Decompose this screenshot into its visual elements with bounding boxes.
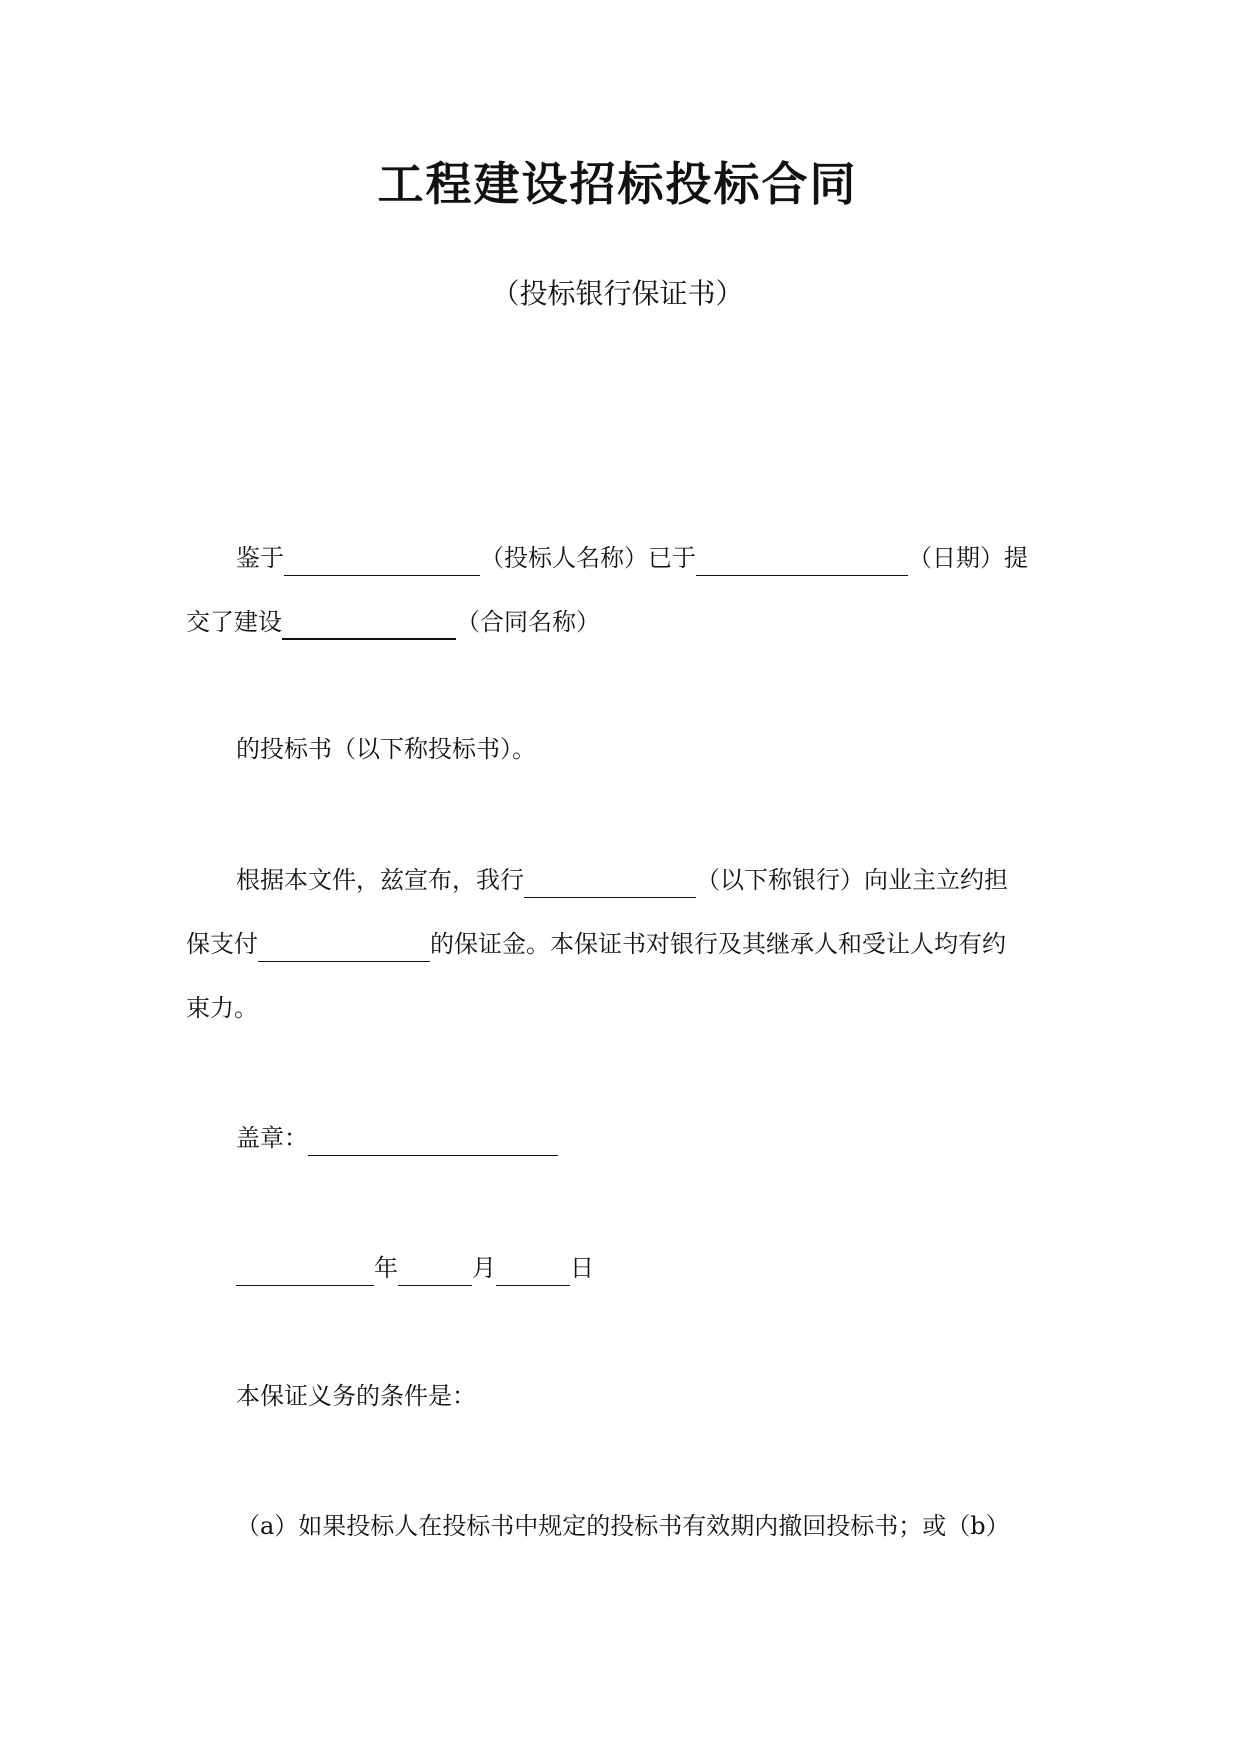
seal-blank[interactable] [308, 1127, 558, 1156]
condition-a: （a）如果投标人在投标书中规定的投标书有效期内撤回投标书；或（b） [236, 1512, 1010, 1540]
para3-line1 [236, 862, 1008, 898]
para2: 的投标书（以下称投标书）。 [236, 735, 536, 763]
document-subtitle: （投标银行保证书） [491, 277, 744, 310]
para1-prefix: 鉴于 [236, 544, 284, 572]
bidder-name-note: （投标人名称）已于 [480, 544, 696, 572]
date-line [236, 1250, 594, 1286]
submission-date-blank[interactable] [696, 547, 908, 576]
day-blank[interactable] [496, 1257, 570, 1286]
contract-name-blank[interactable] [282, 610, 456, 640]
para3-line2 [186, 926, 1006, 962]
para3-line3: 束力。 [186, 994, 258, 1022]
para1-line1 [236, 540, 1028, 576]
para1-line2 [186, 604, 600, 640]
para3-line2-suffix: 的保证金。本保证书对银行及其继承人和受让人均有约 [430, 930, 1006, 958]
para3-line2-prefix: 保支付 [186, 930, 258, 958]
day-label: 日 [570, 1254, 594, 1282]
year-blank[interactable] [236, 1257, 374, 1286]
seal-line [236, 1120, 558, 1156]
bidder-name-blank[interactable] [284, 547, 480, 576]
date-note: （日期）提 [908, 544, 1028, 572]
seal-label: 盖章： [236, 1124, 308, 1152]
month-blank[interactable] [398, 1257, 472, 1286]
bank-name-note: （以下称银行）向业主立约担 [696, 866, 1008, 894]
year-label: 年 [374, 1254, 398, 1282]
bank-name-blank[interactable] [524, 869, 696, 898]
document-title: 工程建设招标投标合同 [377, 157, 858, 211]
para1-line2-prefix: 交了建设 [186, 608, 282, 636]
para3-prefix: 根据本文件，兹宣布，我行 [236, 866, 524, 894]
contract-name-note: （合同名称） [456, 608, 600, 636]
conditions-label: 本保证义务的条件是： [236, 1382, 476, 1410]
guarantee-amount-blank[interactable] [258, 933, 430, 962]
month-label: 月 [472, 1254, 496, 1282]
